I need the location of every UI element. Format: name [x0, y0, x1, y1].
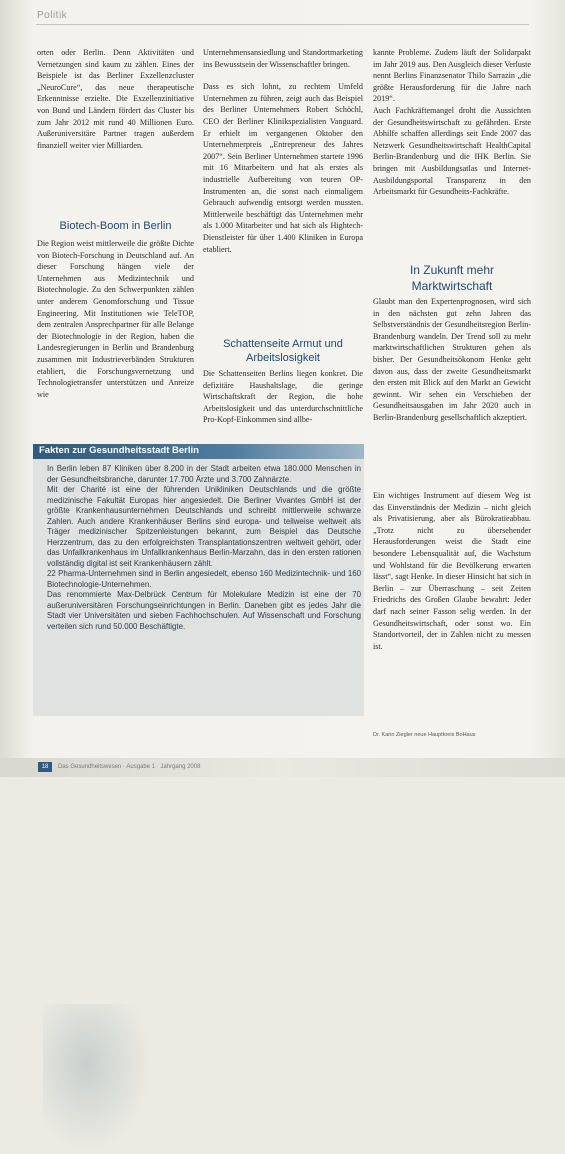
section-label: Politik: [37, 10, 68, 21]
photo-caption: Dr. Karin Ziegler neue Hauptkreis BoHaus: [373, 732, 476, 738]
col2-paragraph-3: Die Schattenseiten Berlins liegen konkret. Die defizitäre Haushaltslage, die geringe Wirtschaftskraft der Region, die hohe Arbeitslosigkeit und das unterdurchschnittliche Pro-Kopf-Einkommen sind allbe-: [203, 369, 363, 425]
heading-schattenseite: Schattenseite Armut und Arbeitslosigkeit: [223, 338, 343, 364]
col1-paragraph-2: Die Region weist mittlerweile die größte Dichte von Biotech-Forschung in Deutschland auf. An dieser Forschung hängen viele der Unternehmen aus Medizintechnik und Biotechnologie. Zu den Schwerpunkten zählen unter anderem Genomforschung und Tissue Engineering. Mit Institutionen wie TeleTOP, dem zentralen Ansprechpartner für alle Belange der Biotechnologie in der Region, haben die Landesregierungen in Berlin und Brandenburg zusammen mit Industrieverbänden Strukturen etabliert, die Forschungsvernetzung und Technologietransfer unterstützen und Anreize wie: [37, 239, 194, 399]
column-2-text: [203, 47, 363, 255]
col2-paragraph-2: Dass es sich lohnt, zu rechtem Umfeld Unternehmen zu führen, zeigt auch das Beispiel des Berliner Unternehmers Robert Schöchl, CEO der Berliner Klinikspezialisten Vanguard. Er erhielt im vergangenen Oktober den Unternehmerpreis „Entrepreneur des Jahres 2007“. Sein Berliner Unternehmen startete 1996 mit 16 Mitarbeitern und hat als erstes als industrielle Aufbereitung von teuren OP-Instrumenten an, die sonst nach einmaligem Gebrauch aufwendig entsorgt werden mussten. Mittlerweile beschäftigt das Unternehmen mehr als 1.000 Mitarbeiter und hat sich als Hightech-Dienstleister für über 1.400 Kliniken in Europa etabliert.: [203, 82, 363, 254]
col3-paragraph-1: kannte Probleme. Zudem läuft der Solidarpakt im Jahr 2019 aus. Den Ausgleich dieser Verluste nennt Berlins Finanzsenator Thilo Sarrazin „die größte Herausforderung für die Jahre nach 2019“.: [373, 48, 531, 104]
footer-publication: Das Gesundheitswesen · Ausgabe 1 · Jahrgang 2008: [58, 764, 201, 770]
facts-box: [33, 444, 364, 716]
facts-box-title: Fakten zur Gesundheitsstadt Berlin: [39, 445, 199, 456]
facts-box-body: [47, 464, 361, 632]
facts-paragraph-1: In Berlin leben 87 Kliniken über 8.200 in der Stadt arbeiten etwa 180.000 Menschen in der Gesundheitsbranche, darunter 17.700 Ärzte und 3.700 Zahnärzte.: [47, 464, 361, 484]
facts-box-header: [33, 444, 364, 459]
page-number: 18: [38, 762, 52, 772]
background-photo: [43, 1004, 153, 1154]
column-1-text: [37, 47, 194, 151]
col3-paragraph-4: Ein wichtiges Instrument auf diesem Weg ist das Einverständnis der Medizin – nicht gleich als Privatisierung, aber als Bürokratieabbau. „Trotz nicht zu übersehender Herausforderungen weist die Stadt eine besondere Lebensqualität auf, die Wachstum und Wohlstand für die Bevölkerung erwarten lässt“, sagt Henke. In dieser Hinsicht hat sich in Berlin – zur Überraschung – seit Zeiten Friedrichs des Großen Glaube bewahrt: Jeder darf nach seiner Fasson selig werden. In der Gesundheitswirtschaft, oder sonst wo. Ein Standortvorteil, der in Zahlen nicht zu messen ist.: [373, 491, 531, 651]
facts-paragraph-2: Mit der Charité ist eine der führenden Unikliniken Deutschlands und die größte medizinische Fakultät Europas hier angesiedelt. Die Berliner Vivantes GmbH ist der größte Krankenhausunternehmen Deutschlands und schreibt mittlerweile schwarze Zahlen. Auch andere Krankenhäuser Berlins sind europa- und teilweise weltweit als Träger medizinischer Spitzenleistungen bekannt, zum Beispiel das Deutsche Herzzentrum, das zu den erfolgreichsten Transplantationszentren weltweit gehört, oder das Unfallkrankenhaus im Unfallkrankenhaus Berlin-Marzahn, das in den ersten rationen vollständig digital ist seit Krankenhäusern zählt.: [47, 485, 361, 568]
column-3-text: [373, 47, 531, 198]
col3-paragraph-2: Auch Fachkräftemangel droht die Aussichten der Gesundheitswirtschaft zu gefährden. Erste Abhilfe schaffen allerdings seit Ende 2007 das Netzwerk Gesundheitswirtschaft HealthCapital Berlin-Brandenburg und die IHK Berlin. Sie bringen mit Ausbildungsatlas und Internet-Ausbildungsportal Transparenz in den Arbeitsmarkt für Gesundheits-Fachkräfte.: [373, 105, 531, 197]
facts-paragraph-4: Das renommierte Max-Delbrück Centrum für Molekulare Medizin ist eine der 70 außeruniversitären Forschungseinrichtungen in Berlin. Daneben gibt es jedes Jahr die Stadt vier Universitäten und sieben Fachhochschulen. Auf Wissenschaft und Forschung verteilen sich rund 50.000 Beschäftigte.: [47, 590, 361, 631]
column-1-text-2: [37, 238, 194, 400]
heading-in-zukunft: In Zukunft mehr Marktwirtschaft: [409, 263, 495, 293]
facts-paragraph-3: 22 Pharma-Unternehmen sind in Berlin angesiedelt, ebenso 160 Medizintechnik- und 160 Biotechnologie-Unternehmen.: [47, 569, 361, 589]
col1-paragraph-1: orten oder Berlin. Denn Aktivitäten und Vernetzungen sind kaum zu zählen. Eines der Beispiele ist das Berliner Exzellenzcluster „NeuroCure“, das neue therapeutische Erkenntnisse erzielte. Die Exzellenzinitiative von Bund und Ländern fördert das Cluster bis zum Jahr 2012 mit rund 40 Millionen Euro. Außeruniversitäre Partner tragen außerdem finanziell weiter vier Milliarden.: [37, 48, 194, 150]
column-3-text-3: [373, 490, 531, 652]
heading-biotech-boom: Biotech-Boom in Berlin: [59, 220, 172, 232]
column-2-text-2: [203, 368, 363, 426]
column-3-text-2: [373, 296, 531, 424]
header-rule: [36, 24, 529, 25]
col3-paragraph-3: Glaubt man den Expertenprognosen, wird sich in den nächsten gut zehn Jahren das Selbstverständnis der Gesundheitsregion Berlin-Brandenburg wandeln. Der Trend soll zu mehr marktwirtschaftlichen Strukturen gehen als bisher. Der Gesundheitsökonom Henke geht davon aus, dass der zweite Gesundheitsmarkt den ersten mit Blick auf den Markt an Gewicht gewinnt. Wir sehen ein Verschieben der Gesundheitsausgaben im Jahr 2020 auch in Berlin-Brandenburg gesellschaftlich akzeptiert.: [373, 297, 531, 422]
col2-paragraph-1: Unternehmensansiedlung und Standortmarketing ins Bewusstsein der Wissenschaftler bringen.: [203, 48, 363, 69]
